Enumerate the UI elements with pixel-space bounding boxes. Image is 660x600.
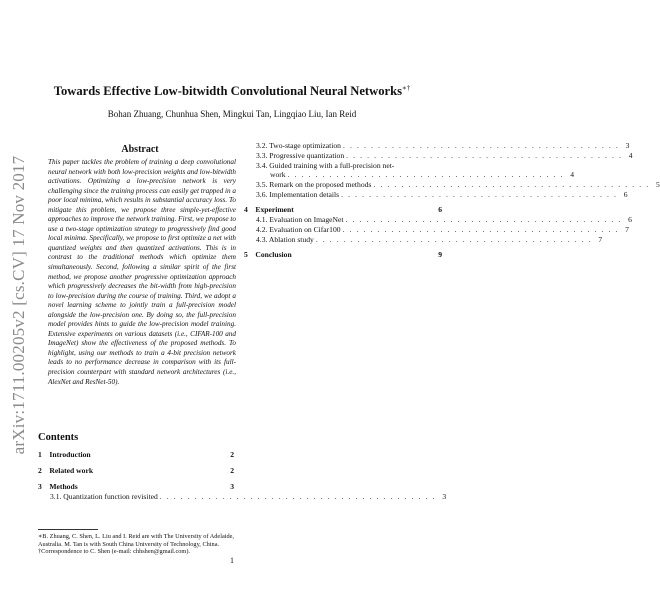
toc-subsection[interactable] bbox=[244, 235, 603, 244]
toc-leader-dots: . . . . . . . . . . . . . . . . . . . . . . . . . . . . . . . . . . . . . . . . bbox=[342, 141, 620, 150]
toc-leader-dots: . . . . . . . . . . . . . . . . . . . . . . . . . . . . . . . . . . . . . . . . bbox=[341, 190, 618, 199]
toc-section[interactable] bbox=[244, 250, 442, 259]
toc-entry-label: 3.1. Quantization function revisited bbox=[50, 492, 158, 501]
contents-heading: Contents bbox=[38, 432, 79, 443]
paper-title bbox=[0, 84, 464, 99]
footnote-rule bbox=[38, 529, 98, 530]
footnotes bbox=[38, 533, 234, 556]
toc-entry-page: 7 bbox=[625, 225, 629, 234]
toc-entry-page: 4 bbox=[628, 151, 633, 160]
toc-leader-dots: . . . . . . . . . . . . . . . . . . . . . . . . . . . . . . . . . . . . . . . . bbox=[342, 225, 619, 234]
toc-entry-label: 3.2. Two-stage optimization bbox=[256, 141, 341, 150]
toc-entry-page: 3 bbox=[230, 482, 234, 491]
footnote-correspondence: †Correspondence to C. Shen (e-mail: chhshen@gmail.com). bbox=[38, 548, 190, 556]
toc-entry-page: 2 bbox=[230, 450, 234, 459]
toc-leader-dots: . . . . . . . . . . . . . . . . . . . . . . . . . . . . . . . . . . . . . . . . bbox=[159, 492, 437, 501]
author-list: Bohan Zhuang, Chunhua Shen, Mingkui Tan, Lingqiao Liu, Ian Reid bbox=[107, 109, 357, 119]
toc-entry-label: 4.1. Evaluation on ImageNet bbox=[256, 215, 344, 224]
toc-entry-page: 2 bbox=[230, 466, 234, 475]
toc-right-column bbox=[244, 141, 660, 259]
toc-entry-page: 9 bbox=[438, 250, 442, 259]
footnote-affiliations: ∗B. Zhuang, C. Shen, L. Liu and I. Reid are with The University of Adelaide, Australia. M. Tan is with South China University of Technology, China. bbox=[38, 533, 235, 548]
toc-subsection[interactable] bbox=[244, 161, 574, 179]
toc-entry-page: 3 bbox=[625, 141, 630, 150]
toc-leader-dots: . . . . . . . . . . . . . . . . . . . . . . . . . . . . . . . . . . . . . . . . bbox=[315, 235, 593, 244]
toc-entry-page: 6 bbox=[623, 190, 628, 199]
toc-subsection[interactable] bbox=[38, 492, 447, 501]
toc-subsection[interactable] bbox=[244, 225, 629, 234]
arxiv-id-text: arXiv:1711.00205v2 [cs.CV] 17 Nov 2017 bbox=[9, 155, 28, 455]
toc-entry-page: 6 bbox=[438, 205, 442, 214]
toc-entry-label: 3.5. Remark on the proposed methods bbox=[256, 180, 372, 189]
toc-entry-label: 5 Conclusion bbox=[244, 250, 292, 259]
title-footnote-marks: ∗† bbox=[402, 84, 411, 92]
toc-entry-label: 4.3. Ablation study bbox=[256, 235, 314, 244]
toc-section[interactable] bbox=[244, 205, 442, 214]
toc-entry-label: 3.6. Implementation details bbox=[256, 190, 340, 199]
toc-subsection[interactable] bbox=[244, 151, 633, 160]
toc-leader-dots: . . . . . . . . . . . . . . . . . . . . . . . . . . . . . . . . . . . . . . . . bbox=[345, 215, 622, 224]
paper-title-text: Towards Effective Low-bitwidth Convolutional Neural Networks bbox=[53, 84, 403, 99]
abstract-heading: Abstract bbox=[121, 144, 159, 155]
page-number: 1 bbox=[230, 556, 234, 565]
arxiv-identifier bbox=[6, 140, 32, 470]
toc-subsection[interactable] bbox=[244, 180, 660, 189]
toc-left-column bbox=[38, 450, 447, 501]
toc-entry-page: 6 bbox=[628, 215, 632, 224]
toc-section[interactable] bbox=[38, 482, 234, 491]
toc-subsection[interactable] bbox=[244, 190, 628, 199]
toc-section[interactable] bbox=[38, 466, 234, 475]
toc-entry-label: 3.4. Guided training with a full-precision net- bbox=[256, 161, 395, 170]
toc-leader-dots: . . . . . . . . . . . . . . . . . . . . . . . . . . . . . . . . . . . . . . . . bbox=[346, 151, 623, 160]
toc-section[interactable] bbox=[38, 450, 234, 459]
abstract-body: This paper tackles the problem of training a deep convolutional neural network with both low-precision weights and low-bitwidth activations. Optimizing a low-precision network is very challenging since the training process can easily get trapped in a poor local minima, which results in substantial accuracy loss. To mitigate this problem, we propose three simple-yet-effective approaches to improve the network training. First, we propose to use a two-stage optimization strategy to progressively find good local minima. Specifically, we propose to first optimize a net with quantized weights and then quantized activations. This is in contrast to the traditional methods which optimize them simultaneously. Second, following a similar spirit of the first method, we propose another progressive optimization approach which progressively decreases the bit-width from high-precision to low-precision during the course of training. Third, we adopt a novel learning scheme to jointly train a full-precision model alongside the low-precision one. By doing so, the full-precision model provides hints to guide the low-precision model training. Extensive experiments on various datasets (i.e., CIFAR-100 and ImageNet) show the effectiveness of the proposed methods. To highlight, using our methods to train a 4-bit precision network leads to no performance decrease in comparison with its full-precision counterpart with standard network architectures (i.e., AlexNet and ResNet-50). bbox=[48, 158, 237, 386]
toc-entry-page: 4 bbox=[570, 170, 574, 179]
toc-entry-label: 3 Methods bbox=[38, 482, 78, 491]
toc-entry-page: 3 bbox=[442, 492, 447, 501]
toc-entry-label: 4.2. Evaluation on Cifar100 bbox=[256, 225, 341, 234]
toc-subsection[interactable] bbox=[244, 141, 630, 150]
toc-entry-label: 1 Introduction bbox=[38, 450, 91, 459]
toc-subsection[interactable] bbox=[244, 215, 632, 224]
toc-entry-label: 2 Related work bbox=[38, 466, 94, 475]
toc-entry-label: 4 Experiment bbox=[244, 205, 294, 214]
toc-leader-dots: . . . . . . . . . . . . . . . . . . . . . . . . . . . . . . . . . . . . . . . . bbox=[287, 170, 564, 179]
toc-leader-dots: . . . . . . . . . . . . . . . . . . . . . . . . . . . . . . . . . . . . . . . . bbox=[373, 180, 650, 189]
toc-entry-label-continued: work bbox=[270, 170, 286, 179]
toc-entry-page: 7 bbox=[598, 235, 603, 244]
toc-entry-page: 5 bbox=[655, 180, 660, 189]
toc-entry-label: 3.3. Progressive quantization bbox=[256, 151, 345, 160]
